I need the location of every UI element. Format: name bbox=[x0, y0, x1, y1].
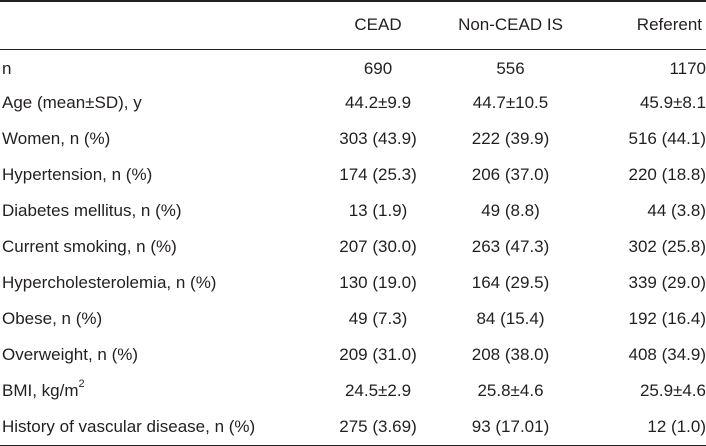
cell-referent: 516 (44.1) bbox=[628, 129, 706, 148]
row-label bbox=[0, 229, 314, 265]
row-label bbox=[0, 49, 314, 85]
table-row bbox=[0, 229, 706, 265]
cell-cead: 49 (7.3) bbox=[348, 309, 408, 328]
row-label bbox=[0, 157, 314, 193]
table-row bbox=[0, 85, 706, 121]
row-label-text: Hypertension, n (%) bbox=[2, 165, 153, 184]
row-label bbox=[0, 301, 314, 337]
cell-cead: 209 (31.0) bbox=[339, 345, 417, 364]
row-label-text: BMI, kg/m bbox=[2, 381, 79, 400]
cell-cead: 690 bbox=[363, 59, 393, 79]
table-row bbox=[0, 193, 706, 229]
cell-cead: 13 (1.9) bbox=[348, 201, 408, 220]
header-label-column bbox=[0, 1, 314, 49]
cell-cead: 24.5±2.9 bbox=[344, 381, 412, 400]
cell-referent: 1170 bbox=[669, 59, 706, 79]
table-body bbox=[0, 49, 706, 445]
table-row bbox=[0, 337, 706, 373]
row-label-text: n bbox=[2, 59, 12, 79]
cell-non-cead-is: 222 (39.9) bbox=[471, 129, 550, 148]
cell-non-cead-is: 164 (29.5) bbox=[471, 273, 550, 292]
cell-referent: 25.9±4.6 bbox=[639, 381, 706, 400]
cell-non-cead-is: 206 (37.0) bbox=[471, 165, 550, 184]
table-row bbox=[0, 409, 706, 445]
row-label bbox=[0, 193, 314, 229]
row-label bbox=[0, 85, 314, 121]
row-label-text: Current smoking, n (%) bbox=[2, 237, 177, 256]
table-row bbox=[0, 301, 706, 337]
cell-referent: 45.9±8.1 bbox=[639, 93, 706, 112]
cell-non-cead-is: 25.8±4.6 bbox=[477, 381, 544, 400]
table-row bbox=[0, 49, 706, 85]
table-row bbox=[0, 157, 706, 193]
cell-referent: 44 (3.8) bbox=[647, 201, 706, 220]
row-label bbox=[0, 373, 314, 409]
cell-cead: 44.2±9.9 bbox=[344, 93, 412, 112]
cell-referent: 220 (18.8) bbox=[628, 165, 706, 184]
cell-non-cead-is: 208 (38.0) bbox=[471, 345, 550, 364]
cell-referent: 408 (34.9) bbox=[628, 345, 706, 364]
cell-cead: 174 (25.3) bbox=[339, 165, 417, 184]
row-label-text: Women, n (%) bbox=[2, 129, 111, 148]
cell-referent: 302 (25.8) bbox=[628, 237, 706, 256]
cell-cead: 130 (19.0) bbox=[339, 273, 417, 292]
row-label-text: Diabetes mellitus, n (%) bbox=[2, 201, 182, 220]
row-label-text: Overweight, n (%) bbox=[2, 345, 139, 364]
table-row bbox=[0, 373, 706, 409]
cell-non-cead-is: 44.7±10.5 bbox=[472, 93, 549, 112]
cell-non-cead-is: 84 (15.4) bbox=[476, 309, 545, 328]
table-row bbox=[0, 265, 706, 301]
row-label bbox=[0, 121, 314, 157]
cell-referent: 339 (29.0) bbox=[628, 273, 706, 292]
cell-referent: 12 (1.0) bbox=[579, 409, 706, 445]
row-label-text: History of vascular disease, n (%) bbox=[2, 416, 256, 436]
header-non-cead-is: Non-CEAD IS bbox=[442, 1, 579, 49]
cell-referent: 192 (16.4) bbox=[628, 309, 706, 328]
header-cead: CEAD bbox=[314, 1, 442, 49]
table-row bbox=[0, 121, 706, 157]
cell-non-cead-is: 556 bbox=[496, 59, 525, 79]
cell-non-cead-is: 263 (47.3) bbox=[471, 237, 550, 256]
row-label bbox=[0, 409, 314, 445]
row-label-text: Age (mean±SD), y bbox=[2, 93, 142, 112]
cell-cead: 207 (30.0) bbox=[339, 237, 417, 256]
header-row bbox=[0, 1, 706, 49]
header-referent: Referent bbox=[579, 1, 706, 49]
row-label bbox=[0, 337, 314, 373]
cell-non-cead-is: 49 (8.8) bbox=[481, 201, 540, 220]
cell-cead: 303 (43.9) bbox=[339, 129, 417, 148]
cell-non-cead-is: 93 (17.01) bbox=[442, 409, 579, 445]
row-label bbox=[0, 265, 314, 301]
cell-cead: 275 (3.69) bbox=[314, 409, 442, 445]
row-label-text: Hypercholesterolemia, n (%) bbox=[2, 273, 217, 292]
row-label-text: Obese, n (%) bbox=[2, 309, 103, 328]
row-label-superscript: 2 bbox=[78, 378, 85, 391]
